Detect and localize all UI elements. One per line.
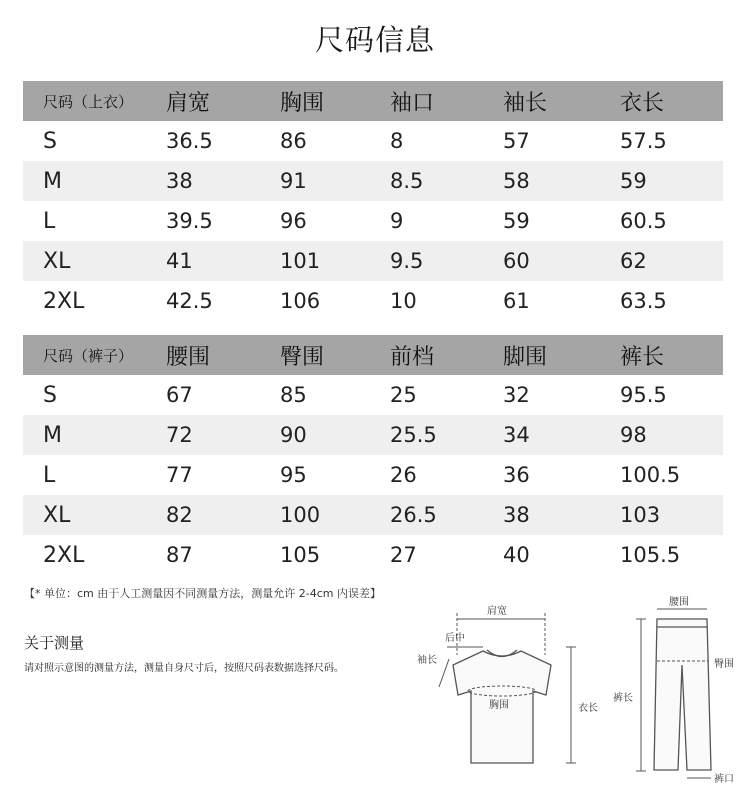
value-cell: 38 bbox=[166, 169, 193, 193]
value-cell: 106 bbox=[280, 289, 321, 313]
value-cell: 26 bbox=[390, 463, 417, 487]
value-cell: 27 bbox=[390, 543, 417, 567]
diagram-label-chest: 胸围 bbox=[489, 700, 509, 711]
page-title: 尺码信息 bbox=[314, 23, 435, 57]
value-cell: 96 bbox=[280, 209, 307, 233]
table-row bbox=[23, 495, 723, 535]
shoulder-arrow bbox=[457, 613, 545, 655]
diagram-label-hem: 裤口 bbox=[714, 774, 734, 785]
value-cell: 25.5 bbox=[390, 423, 437, 447]
value-cell: 105 bbox=[280, 543, 321, 567]
unit-note: 【* 单位：cm 由于人工测量因不同测量方法，测量允许 2-4cm 内误差】 bbox=[24, 587, 381, 600]
diagram-label-length: 衣长 bbox=[578, 703, 598, 714]
pants-icon bbox=[654, 619, 711, 770]
value-cell: 36 bbox=[503, 463, 530, 487]
size-cell: M bbox=[43, 422, 62, 448]
value-cell: 25 bbox=[390, 383, 417, 407]
pants-length-arrow bbox=[636, 619, 646, 771]
table-header-row bbox=[23, 335, 723, 375]
header-cell: 衣长 bbox=[620, 90, 665, 116]
diagram-label-pants-length: 裤长 bbox=[613, 693, 633, 704]
table-row bbox=[23, 535, 723, 575]
header-cell: 前档 bbox=[390, 344, 435, 370]
sleeve-arrow bbox=[439, 659, 449, 687]
table-header-row bbox=[23, 81, 723, 121]
diagram-label-back-center: 后中 bbox=[445, 633, 465, 644]
value-cell: 41 bbox=[166, 249, 193, 273]
table-row bbox=[23, 375, 723, 415]
table-row bbox=[23, 121, 723, 161]
header-cell: 尺码（裤子） bbox=[43, 346, 134, 365]
header-cell: 肩宽 bbox=[166, 90, 211, 116]
table-row bbox=[23, 161, 723, 201]
value-cell: 26.5 bbox=[390, 503, 437, 527]
value-cell: 86 bbox=[280, 129, 307, 153]
diagram-label-hip: 臀围 bbox=[714, 659, 734, 670]
value-cell: 103 bbox=[620, 503, 661, 527]
header-cell: 臀围 bbox=[280, 344, 325, 370]
measurement-diagram bbox=[405, 595, 740, 790]
size-cell: S bbox=[43, 128, 57, 154]
value-cell: 8.5 bbox=[390, 169, 424, 193]
table-row bbox=[23, 415, 723, 455]
table-row bbox=[23, 281, 723, 321]
bottom-size-table bbox=[23, 335, 723, 575]
size-cell: M bbox=[43, 168, 62, 194]
value-cell: 90 bbox=[280, 423, 307, 447]
value-cell: 101 bbox=[280, 249, 321, 273]
value-cell: 60.5 bbox=[620, 209, 667, 233]
value-cell: 85 bbox=[280, 383, 307, 407]
value-cell: 57 bbox=[503, 129, 530, 153]
value-cell: 61 bbox=[503, 289, 530, 313]
value-cell: 63.5 bbox=[620, 289, 667, 313]
size-cell: L bbox=[43, 462, 56, 488]
value-cell: 60 bbox=[503, 249, 530, 273]
value-cell: 67 bbox=[166, 383, 193, 407]
value-cell: 98 bbox=[620, 423, 647, 447]
size-cell: S bbox=[43, 382, 57, 408]
value-cell: 8 bbox=[390, 129, 404, 153]
value-cell: 32 bbox=[503, 383, 530, 407]
value-cell: 10 bbox=[390, 289, 417, 313]
value-cell: 36.5 bbox=[166, 129, 213, 153]
table-row bbox=[23, 241, 723, 281]
size-cell: L bbox=[43, 208, 56, 234]
top-size-table bbox=[23, 81, 723, 321]
diagram-label-shoulder: 肩宽 bbox=[487, 606, 507, 617]
value-cell: 105.5 bbox=[620, 543, 681, 567]
size-cell: XL bbox=[43, 502, 71, 528]
size-cell: XL bbox=[43, 248, 71, 274]
table-row bbox=[23, 455, 723, 495]
length-arrow bbox=[566, 647, 576, 763]
value-cell: 82 bbox=[166, 503, 193, 527]
value-cell: 40 bbox=[503, 543, 530, 567]
header-cell: 尺码（上衣） bbox=[43, 92, 134, 111]
value-cell: 91 bbox=[280, 169, 307, 193]
header-cell: 裤长 bbox=[620, 344, 665, 370]
table-row bbox=[23, 201, 723, 241]
value-cell: 62 bbox=[620, 249, 647, 273]
value-cell: 42.5 bbox=[166, 289, 213, 313]
value-cell: 39.5 bbox=[166, 209, 213, 233]
size-cell: 2XL bbox=[43, 542, 85, 568]
value-cell: 72 bbox=[166, 423, 193, 447]
value-cell: 87 bbox=[166, 543, 193, 567]
value-cell: 95.5 bbox=[620, 383, 667, 407]
value-cell: 38 bbox=[503, 503, 530, 527]
size-cell: 2XL bbox=[43, 288, 85, 314]
value-cell: 59 bbox=[503, 209, 530, 233]
about-title: 关于测量 bbox=[24, 634, 85, 652]
value-cell: 95 bbox=[280, 463, 307, 487]
header-cell: 脚围 bbox=[503, 344, 548, 370]
value-cell: 59 bbox=[620, 169, 647, 193]
header-cell: 袖口 bbox=[390, 90, 435, 116]
header-cell: 袖长 bbox=[503, 90, 548, 116]
value-cell: 57.5 bbox=[620, 129, 667, 153]
value-cell: 9.5 bbox=[390, 249, 424, 273]
header-cell: 胸围 bbox=[280, 90, 325, 116]
header-cell: 腰围 bbox=[166, 344, 211, 370]
value-cell: 100 bbox=[280, 503, 321, 527]
value-cell: 100.5 bbox=[620, 463, 681, 487]
diagram-label-waist: 腰围 bbox=[669, 597, 689, 608]
value-cell: 77 bbox=[166, 463, 193, 487]
value-cell: 9 bbox=[390, 209, 404, 233]
value-cell: 34 bbox=[503, 423, 530, 447]
diagram-label-sleeve: 袖长 bbox=[417, 655, 437, 666]
value-cell: 58 bbox=[503, 169, 530, 193]
about-description: 请对照示意图的测量方法，测量自身尺寸后，按照尺码表数据选择尺码。 bbox=[24, 663, 344, 674]
